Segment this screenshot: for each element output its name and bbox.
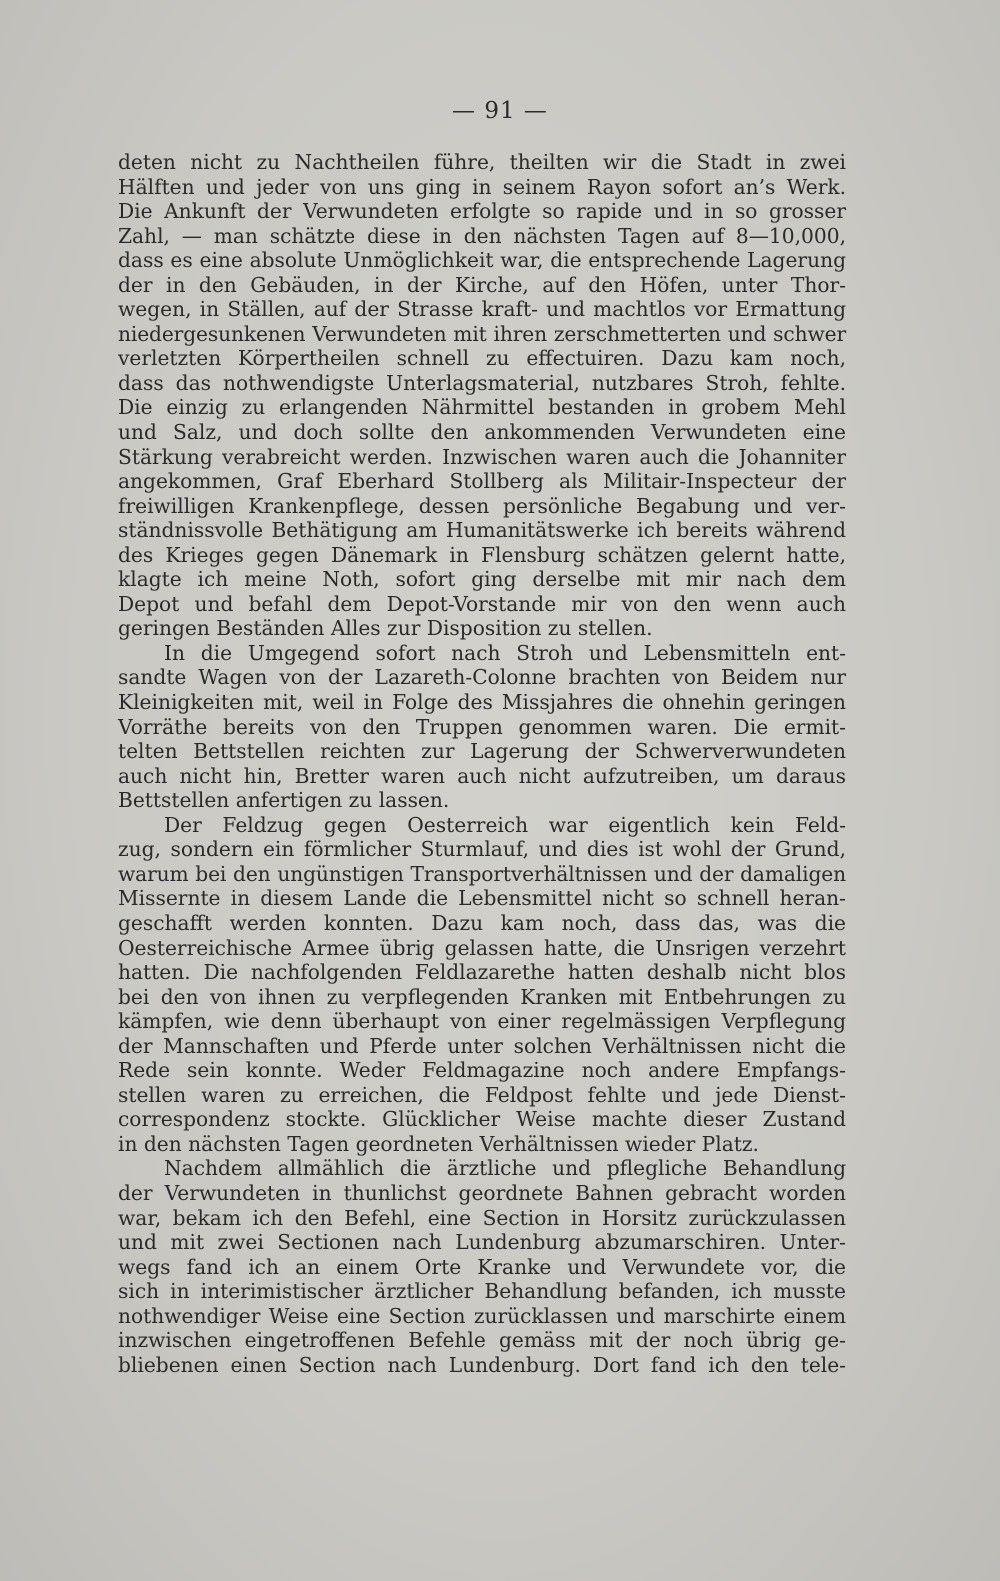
text-line: dass das nothwendigste Unterlagsmaterial, nutzbares Stroh, fehlte. <box>118 370 846 395</box>
text-line: des Krieges gegen Dänemark in Flensburg schätzen gelernt hatte, <box>118 542 846 567</box>
text-line: freiwilligen Krankenpflege, dessen persönliche Begabung und ver- <box>118 493 846 518</box>
paragraph <box>118 813 846 1157</box>
text-line: geschafft werden konnten. Dazu kam noch, dass das, was die <box>118 910 846 935</box>
text-line: Rede sein konnte. Weder Feldmagazine noch andere Empfangs- <box>118 1058 846 1083</box>
text-line: Kleinigkeiten mit, weil in Folge des Missjahres die ohnehin geringen <box>118 690 846 715</box>
page-number: — 91 — <box>452 98 548 124</box>
text-line: Depot und befahl dem Depot-Vorstande mir von den wenn auch <box>118 591 846 616</box>
text-line: deten nicht zu Nachtheilen führe, theilten wir die Stadt in zwei <box>118 150 846 174</box>
text-line: angekommen, Graf Eberhard Stollberg als Militair-Inspecteur der <box>118 469 846 494</box>
text-line: wegen, in Ställen, auf der Strasse kraft- und machtlos vor Ermattung <box>118 297 846 322</box>
text-line: der Verwundeten in thunlichst geordnete Bahnen gebracht worden <box>118 1180 846 1205</box>
text-line: klagte ich meine Noth, sofort ging derselbe mit mir nach dem <box>118 567 846 592</box>
paragraph <box>118 641 846 813</box>
text-line: inzwischen eingetroffenen Befehle gemäss mit der noch übrig ge- <box>118 1328 846 1353</box>
text-line: correspondenz stockte. Glücklicher Weise machte dieser Zustand <box>118 1107 846 1132</box>
text-line: Stärkung verabreicht werden. Inzwischen waren auch die Johanniter <box>118 444 846 469</box>
text-line: dass es eine absolute Unmöglichkeit war, die entsprechende Lagerung <box>118 248 846 273</box>
text-line: warum bei den ungünstigen Transportverhältnissen und der damaligen <box>118 861 846 886</box>
text-line: In die Umgegend sofort nach Stroh und Lebensmitteln ent- <box>164 640 846 665</box>
paragraph <box>118 1156 846 1377</box>
body-text <box>118 150 846 1377</box>
text-line: geringen Beständen Alles zur Disposition zu stellen. <box>118 616 653 641</box>
text-line: stellen waren zu erreichen, die Feldpost fehlte und jede Dienst- <box>118 1082 846 1107</box>
text-line: Zahl, — man schätzte diese in den nächsten Tagen auf 8—10,000, <box>118 223 846 248</box>
text-line: bei den von ihnen zu verpflegenden Kranken mit Entbehrungen zu <box>118 984 846 1009</box>
text-line: nothwendiger Weise eine Section zurücklassen und marschirte einem <box>118 1303 846 1328</box>
text-line: Der Feldzug gegen Oesterreich war eigentlich kein Feld- <box>164 812 846 837</box>
text-line: Missernte in diesem Lande die Lebensmittel nicht so schnell heran- <box>118 886 846 911</box>
text-line: Nachdem allmählich die ärztliche und pflegliche Behandlung <box>164 1156 846 1181</box>
text-line: war, bekam ich den Befehl, eine Section in Horsitz zurückzulassen <box>118 1205 846 1230</box>
text-line: niedergesunkenen Verwundeten mit ihren zerschmetterten und schwer <box>118 321 846 346</box>
text-line: telten Bettstellen reichten zur Lagerung der Schwerverwundeten <box>118 739 846 764</box>
text-line: ständnissvolle Bethätigung am Humanitätswerke ich bereits während <box>118 518 846 543</box>
text-line: Hälften und jeder von uns ging in seinem Rayon sofort an’s Werk. <box>118 174 846 199</box>
text-line: kämpfen, wie denn überhaupt von einer regelmässigen Verpflegung <box>118 1009 846 1034</box>
text-line: Die Ankunft der Verwundeten erfolgte so rapide und in so grosser <box>118 199 846 224</box>
text-line: der Mannschaften und Pferde unter solchen Verhältnissen nicht die <box>118 1033 846 1058</box>
paragraph <box>118 150 846 641</box>
text-line: sich in interimistischer ärztlicher Behandlung befanden, ich musste <box>118 1279 846 1304</box>
text-line: und Salz, und doch sollte den ankommenden Verwundeten eine <box>118 420 846 445</box>
text-line: auch nicht hin, Bretter waren auch nicht aufzutreiben, um daraus <box>118 763 846 788</box>
text-line: hatten. Die nachfolgenden Feldlazarethe hatten deshalb nicht blos <box>118 960 846 985</box>
text-line: verletzten Körpertheilen schnell zu effectuiren. Dazu kam noch, <box>118 346 846 371</box>
text-line: der in den Gebäuden, in der Kirche, auf den Höfen, unter Thor- <box>118 272 846 297</box>
text-line: sandte Wagen von der Lazareth-Colonne brachten von Beidem nur <box>118 665 846 690</box>
text-line: Die einzig zu erlangenden Nährmittel bestanden in grobem Mehl <box>118 395 846 420</box>
text-line: wegs fand ich an einem Orte Kranke und Verwundete vor, die <box>118 1254 846 1279</box>
text-line: Oesterreichische Armee übrig gelassen hatte, die Unsrigen verzehrt <box>118 935 846 960</box>
text-line: bliebenen einen Section nach Lundenburg. Dort fand ich den tele- <box>118 1352 846 1377</box>
text-line: in den nächsten Tagen geordneten Verhältnissen wieder Platz. <box>118 1131 759 1156</box>
text-line: und mit zwei Sectionen nach Lundenburg abzumarschiren. Unter- <box>118 1230 846 1255</box>
text-line: zug, sondern ein förmlicher Sturmlauf, und dies ist wohl der Grund, <box>118 837 846 862</box>
text-line: Vorräthe bereits von den Truppen genommen waren. Die ermit- <box>118 714 846 739</box>
text-line: Bettstellen anfertigen zu lassen. <box>118 788 450 813</box>
